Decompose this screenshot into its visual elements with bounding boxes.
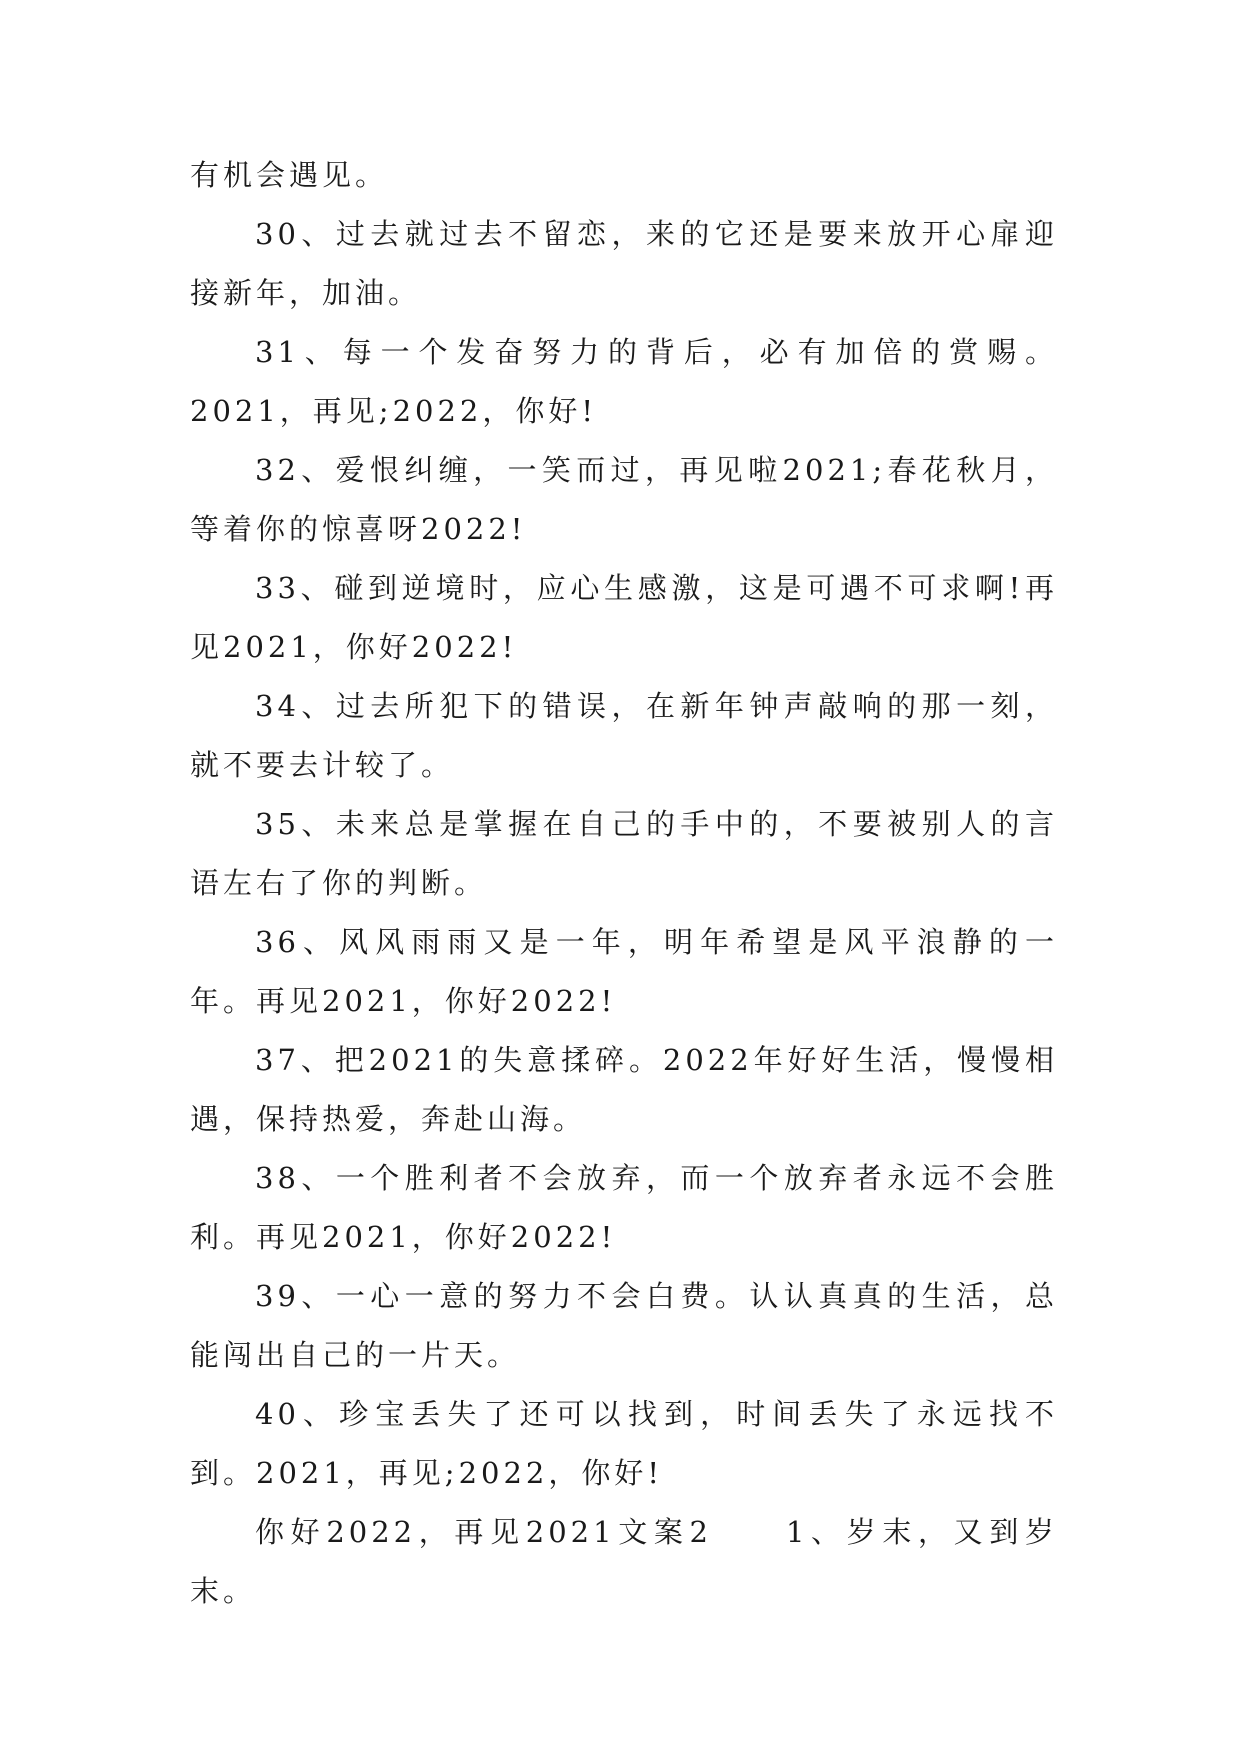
paragraph-item-30: 30、过去就过去不留恋，来的它还是要来放开心扉迎接新年，加油。 — [190, 217, 1058, 310]
paragraph-item-35: 35、未来总是掌握在自己的手中的，不要被别人的言语左右了你的判断。 — [190, 807, 1058, 900]
paragraph-item-36: 36、风风雨雨又是一年，明年希望是风平浪静的一年。再见2021，你好2022! — [190, 925, 1058, 1018]
paragraph-item-38: 38、一个胜利者不会放弃，而一个放弃者永远不会胜利。再见2021，你好2022! — [190, 1161, 1058, 1254]
paragraph-item-37: 37、把2021的失意揉碎。2022年好好生活，慢慢相遇，保持热爱，奔赴山海。 — [190, 1043, 1058, 1136]
paragraph-section-heading: 你好2022，再见2021文案2 1、岁末，又到岁末。 — [190, 1515, 1058, 1608]
paragraph-item-31: 31、每一个发奋努力的背后，必有加倍的赏赐。2021，再见;2022，你好! — [190, 335, 1058, 428]
paragraph-item-33: 33、碰到逆境时，应心生感激，这是可遇不可求啊!再见2021，你好2022! — [190, 571, 1058, 664]
paragraph-continuation: 有机会遇见。 — [190, 158, 389, 192]
paragraph-item-34: 34、过去所犯下的错误，在新年钟声敲响的那一刻，就不要去计较了。 — [190, 689, 1058, 782]
paragraph-item-39: 39、一心一意的努力不会白费。认认真真的生活，总能闯出自己的一片天。 — [190, 1279, 1058, 1372]
paragraph-item-40: 40、珍宝丢失了还可以找到，时间丢失了永远找不到。2021，再见;2022，你好! — [190, 1397, 1058, 1490]
paragraph-item-32: 32、爱恨纠缠，一笑而过，再见啦2021;春花秋月，等着你的惊喜呀2022! — [190, 453, 1058, 546]
